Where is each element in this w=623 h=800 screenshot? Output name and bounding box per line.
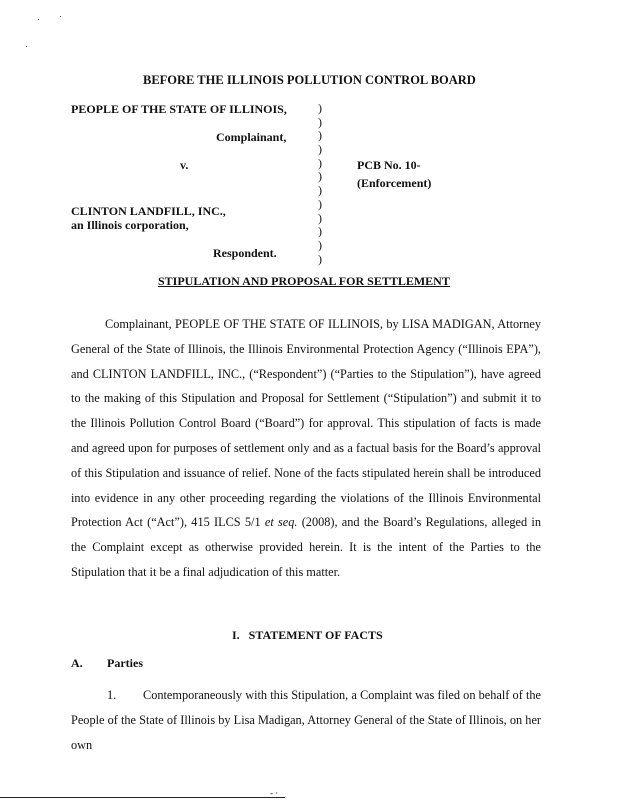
caption-paren: ) (318, 251, 322, 266)
intro-paragraph (71, 312, 541, 585)
caption-paren: ) (318, 183, 322, 198)
caption-paren: ) (318, 101, 322, 115)
section-heading: I. STATEMENT OF FACTS (232, 628, 383, 642)
case-number: PCB No. 10- (357, 158, 421, 172)
paragraph-1 (71, 683, 541, 757)
versus-label: v. (180, 158, 189, 172)
scan-speck (38, 19, 39, 20)
caption-paren: ) (318, 224, 322, 239)
plaintiff-name: PEOPLE OF THE STATE OF ILLINOIS, (71, 102, 287, 116)
caption-paren: ) (318, 128, 322, 143)
document-title: STIPULATION AND PROPOSAL FOR SETTLEMENT (158, 274, 450, 288)
caption-paren: ) (318, 237, 322, 252)
paragraph-1-text: Contemporaneously with this Stipulation, a Complaint was filed on behalf of the People of the State of Illinois by Lisa Madigan, Attorney General of the State of Illinois, on her own (71, 688, 541, 752)
respondent-label: Respondent. (213, 246, 277, 260)
complainant-label: Complainant, (216, 130, 287, 144)
intro-text-part2: (2008), and the Board’s Regulations, alleged in the Complaint except as otherwise provided herein. It is the intent of the Parties to the Stipulation that it be a final adjudication of this matter. (71, 515, 541, 579)
footnote-rule (0, 797, 285, 798)
caption-paren: ) (318, 142, 322, 157)
caption-paren: ) (318, 210, 322, 225)
defendant-description: an Illinois corporation, (71, 218, 189, 232)
paragraph-1-number: 1. (107, 688, 117, 702)
et-seq-citation: et seq. (264, 515, 298, 530)
footer-mark: - · (270, 788, 279, 798)
caption-paren: ) (318, 169, 322, 184)
court-header: BEFORE THE ILLINOIS POLLUTION CONTROL BOARD (143, 73, 476, 87)
subsection-letter: A. (71, 656, 83, 670)
scan-speck (60, 16, 61, 17)
intro-text-part1: Complainant, PEOPLE OF THE STATE OF ILLINOIS, by LISA MADIGAN, Attorney General of the State of Illinois, the Illinois Environmental Protection Agency (“Illinois EPA”), and CLINTON LANDFILL, INC., (“Respondent”) (“Parties to the Stipulation”), have agreed to the making of this Stipulation and Proposal for Settlement (“Stipulation”) and submit it to the Illinois Pollution Control Board (“Board”) for approval. This stipulation of facts is made and agreed upon for purposes of settlement only and as a factual basis for the Board’s approval of this Stipulation and issuance of relief. None of the facts stipulated herein shall be introduced into evidence in any other proceeding regarding the violations of the Illinois Environmental Protection Act (“Act”), 415 ILCS 5/1 (71, 317, 541, 530)
case-type: (Enforcement) (357, 176, 432, 190)
caption-paren: ) (318, 155, 322, 170)
caption-paren: ) (318, 196, 322, 211)
caption-paren: ) (318, 114, 322, 129)
defendant-name: CLINTON LANDFILL, INC., (71, 204, 226, 218)
scan-speck (26, 46, 27, 47)
subsection-title: Parties (107, 656, 143, 670)
caption-parentheses-column (318, 102, 322, 266)
